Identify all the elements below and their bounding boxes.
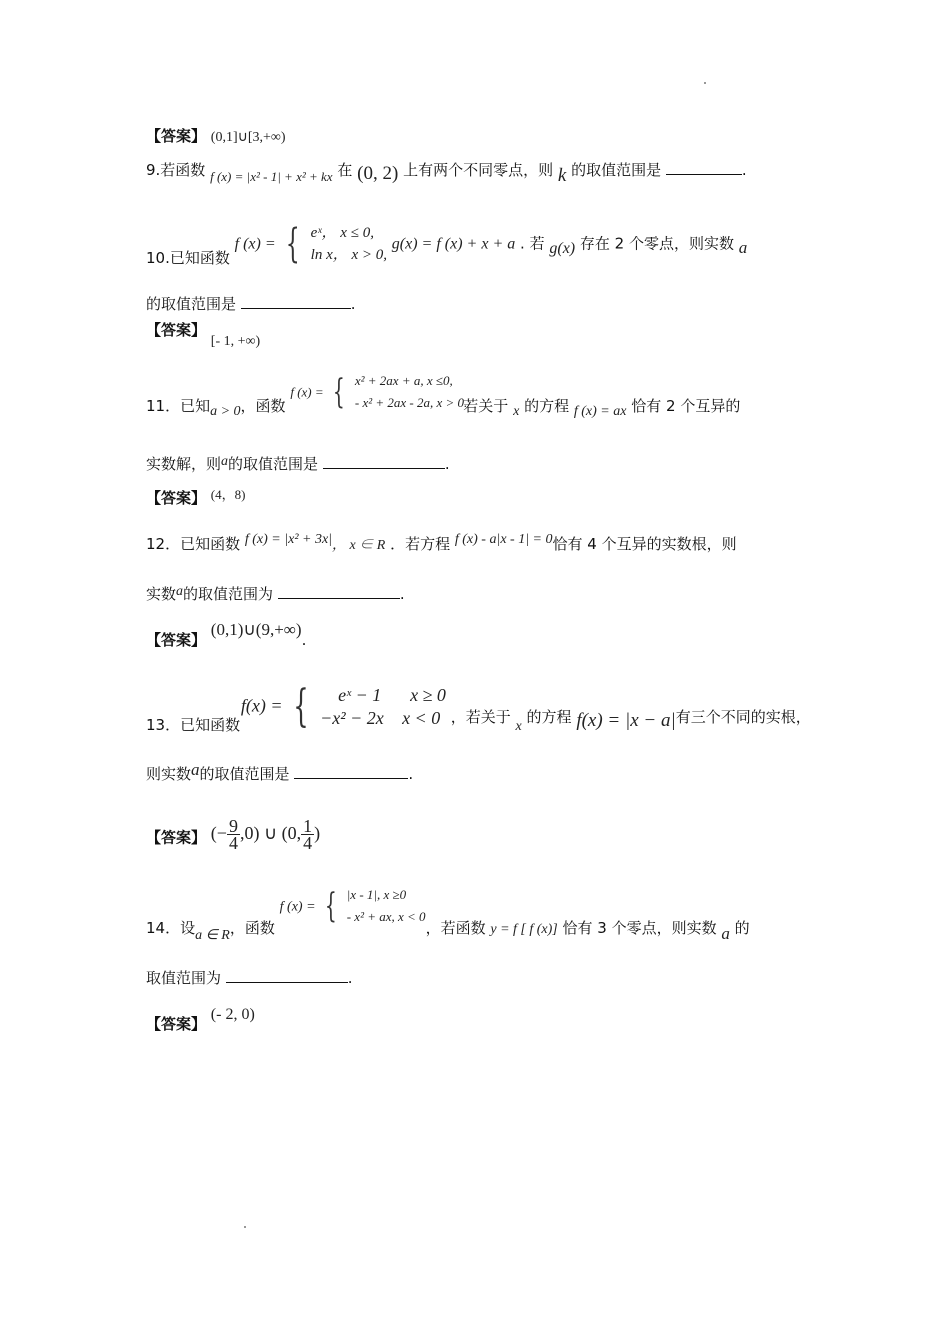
answer-13-num1: 9	[228, 816, 238, 836]
q9-lead: 9.若函数	[146, 161, 206, 179]
q14-case2: - x² + ax, x < 0	[346, 909, 426, 924]
answer-8-line	[146, 126, 286, 148]
answer-14-line	[146, 1006, 255, 1035]
question-14	[146, 884, 750, 943]
q14-mid2: ，若函数	[425, 918, 486, 937]
q11-line2b: 的取值范围是	[228, 455, 319, 473]
q14-lead: 14．设	[146, 918, 196, 937]
q10-var-a: a	[738, 237, 748, 257]
q12-equation: f (x) - a|x - 1| = 0	[454, 532, 553, 547]
q10-piecewise	[235, 222, 387, 266]
answer-10-line	[146, 320, 261, 349]
answer-label: 【答案】	[146, 489, 207, 507]
q13-piecewise	[240, 681, 446, 732]
q11-xvar: x	[513, 403, 520, 419]
q12-avar: a	[176, 584, 184, 599]
answer-13-den2: 4	[303, 833, 313, 853]
answer-14-value: (- 2, 0)	[210, 1006, 255, 1023]
q13-tail: 有三个不同的实根，	[675, 707, 811, 726]
q10-tail: 存在 2 个零点，则实数	[579, 234, 734, 253]
answer-label: 【答案】	[146, 321, 207, 339]
q13-xvar: x	[515, 718, 522, 734]
q11-lead: 11．已知	[146, 396, 211, 415]
q10-case2: ln x， x > 0,	[310, 247, 388, 263]
q13-mid2: 的方程	[526, 707, 572, 726]
question-10-line2: 的取值范围是 .	[146, 295, 356, 313]
question-13	[146, 681, 811, 734]
q11-brace: {	[333, 372, 346, 412]
question-11-line2: 实数解，则a的取值范围是 .	[146, 454, 450, 473]
q13-line2b: 的取值范围是	[199, 765, 290, 783]
question-14-line2: 取值范围为 .	[146, 969, 353, 987]
answer-13-frac1	[227, 818, 240, 851]
q10-line2: 的取值范围是	[146, 295, 237, 313]
q14-avar: a	[721, 923, 730, 943]
q11-line2a: 实数解，则	[146, 455, 222, 473]
q12-line2a: 实数	[146, 585, 177, 603]
q11-tail: 恰有 2 个互异的	[631, 396, 741, 415]
q14-piecewise	[280, 884, 426, 928]
q12-tail: 恰有 4 个互异的实数根，则	[552, 535, 737, 553]
q14-cond: a ∈ R	[195, 927, 230, 943]
q13-fx: f(x) =	[240, 695, 283, 716]
q13-lead: 13．已知函数	[146, 715, 241, 734]
q10-brace: {	[286, 221, 301, 267]
q13-case1-expr: eˣ − 1	[338, 685, 382, 705]
question-11	[146, 370, 741, 419]
q11-case1: x² + 2ax + a, x ≤0,	[354, 373, 453, 388]
q11-avar: a	[221, 454, 229, 469]
answer-11-value: (4，8)	[210, 487, 246, 502]
q14-fx: f (x) =	[279, 899, 316, 915]
answer-12-value: (0,1)∪(9,+∞)	[210, 620, 302, 639]
q13-brace: {	[293, 681, 309, 732]
q14-line2: 取值范围为	[146, 969, 222, 987]
q11-case2: - x² + 2ax - 2a, x > 0.	[354, 395, 468, 410]
q14-mid1: ，函数	[229, 918, 275, 937]
answer-13-den1: 4	[228, 833, 238, 853]
q9-var-k: k	[557, 165, 567, 186]
q12-lead: 12．已知函数	[146, 535, 241, 553]
question-12-line2: 实数a的取值范围为 .	[146, 584, 405, 603]
answer-label: 【答案】	[146, 631, 207, 649]
answer-13-line	[146, 816, 321, 855]
q9-mid1: 在	[337, 161, 353, 179]
q12-answer-blank[interactable]	[278, 584, 400, 599]
answer-label: 【答案】	[146, 828, 207, 847]
q9-mid2: 上有两个不同零点，则	[403, 161, 554, 179]
answer-12-line: 【答案】 (0,1)∪(9,+∞).	[146, 620, 307, 649]
question-12	[146, 534, 737, 556]
q13-answer-blank[interactable]	[294, 764, 408, 779]
q12-mid: ．若方程	[390, 535, 451, 553]
question-13-line2: 则实数a的取值范围是 .	[146, 760, 414, 783]
answer-13-num2: 1	[303, 816, 313, 836]
answer-label: 【答案】	[146, 1015, 207, 1033]
q11-piecewise	[290, 370, 467, 414]
q13-case2-expr: −x² − 2x	[320, 708, 384, 728]
q10-lead: 10.已知函数	[146, 248, 230, 267]
q11-eq: f (x) = ax	[573, 403, 627, 419]
answer-13-value	[210, 816, 321, 853]
q11-mid1: ，函数	[240, 396, 286, 415]
q13-line2a: 则实数	[146, 765, 192, 783]
q10-gvar: g(x)	[549, 239, 576, 257]
answer-13-pre: (−	[210, 822, 227, 843]
answer-10-value: [- 1, +∞)	[210, 334, 261, 349]
q12-domain: ， x ∈ R	[332, 538, 386, 553]
q13-case2-cond: x < 0	[402, 708, 441, 728]
answer-13-frac2	[301, 818, 314, 851]
q9-function: f (x) = |x² - 1| + x² + kx	[210, 169, 333, 184]
question-10	[146, 222, 747, 266]
answer-13-mid: ,0) ∪ (0,	[239, 822, 302, 843]
q10-answer-blank[interactable]	[241, 294, 351, 309]
q10-case1: eˣ， x ≤ 0,	[310, 225, 374, 241]
q10-mid: . 若	[520, 234, 545, 253]
answer-11-line	[146, 488, 245, 509]
decorative-dot-top	[704, 82, 706, 84]
q13-mid1: ，若关于	[450, 707, 511, 726]
question-9: 9.若函数 f (x) = |x² - 1| + x² + kx 在 (0, 2) 上有两个不同零点，则 k 的取值范围是 .	[146, 161, 747, 186]
answer-13-post: )	[314, 822, 321, 843]
q11-answer-blank[interactable]	[323, 454, 445, 469]
q10-fx: f (x) =	[234, 235, 276, 253]
q11-mid2: 若关于	[463, 396, 509, 415]
q12-function: f (x) = |x² + 3x|	[244, 532, 333, 547]
q9-answer-blank[interactable]	[666, 160, 742, 175]
q9-tail: 的取值范围是	[571, 161, 662, 179]
answer-8-value: (0,1]∪[3,+∞)	[210, 130, 286, 145]
q14-case1: |x - 1|, x ≥0	[346, 887, 407, 902]
decorative-dot-bottom	[244, 1226, 246, 1228]
q14-answer-blank[interactable]	[226, 968, 348, 983]
q14-tail2: 的	[734, 918, 750, 937]
q12-line2b: 的取值范围为	[183, 585, 274, 603]
q14-brace: {	[325, 886, 338, 926]
q14-tail: 恰有 3 个零点，则实数	[562, 918, 717, 937]
q10-gx: g(x) = f (x) + x + a	[391, 235, 516, 253]
q13-equation: f(x) = |x − a|	[576, 709, 676, 731]
answer-label: 【答案】	[146, 127, 207, 145]
q11-mid3: 的方程	[524, 396, 570, 415]
q13-avar: a	[191, 760, 200, 779]
q14-yfunc: y = f [ f (x)]	[490, 921, 558, 937]
q11-fx: f (x) =	[290, 384, 324, 400]
q13-case1-cond: x ≥ 0	[410, 685, 446, 705]
q11-cond: a > 0	[210, 403, 241, 419]
q9-interval: (0, 2)	[357, 163, 399, 184]
